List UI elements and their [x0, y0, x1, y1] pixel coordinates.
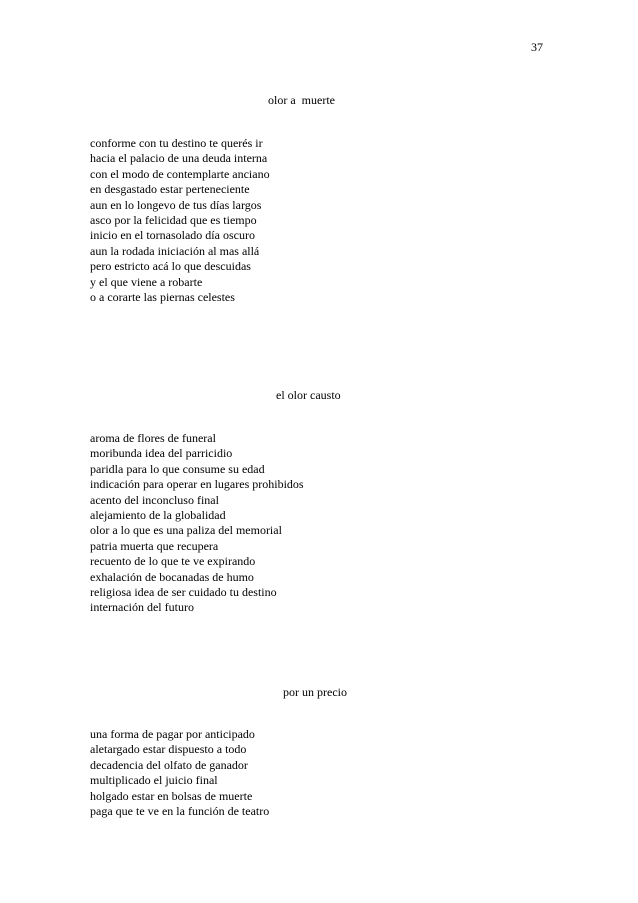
- poem-line: religiosa idea de ser cuidado tu destino: [90, 585, 277, 600]
- poem-line: con el modo de contemplarte anciano: [90, 166, 270, 181]
- poem-line: asco por la felicidad que es tiempo: [90, 213, 257, 228]
- poem-line: o a corarte las piernas celestes: [90, 290, 235, 305]
- poem-line: acento del inconcluso final: [90, 492, 219, 507]
- poem-title: el olor causto: [276, 388, 341, 402]
- poem-stanza: [90, 136, 270, 305]
- poem-line: una forma de pagar por anticipado: [90, 727, 255, 741]
- poem-line: exhalación de bocanadas de humo: [90, 569, 254, 584]
- poem-line: multiplicado el juicio final: [90, 773, 218, 788]
- poem-line: indicación para operar en lugares prohibidos: [90, 477, 304, 492]
- poem-line: aun en lo longevo de tus días largos: [90, 197, 262, 212]
- poem-line: moribunda idea del parricidio: [90, 446, 233, 461]
- poem-line: conforme con tu destino te querés ir: [90, 136, 263, 150]
- poem-line: y el que viene a robarte: [90, 274, 203, 289]
- poem-line: paga que te ve en la función de teatro: [90, 804, 270, 819]
- poem-line: alejamiento de la globalidad: [90, 508, 226, 523]
- poem-line: paridla para lo que consume su edad: [90, 461, 265, 476]
- poem-line: holgado estar en bolsas de muerte: [90, 788, 253, 803]
- poem-stanza: [90, 431, 304, 616]
- poem-line: internación del futuro: [90, 600, 194, 615]
- poem-title: por un precio: [283, 685, 347, 699]
- poem-line: recuento de lo que te ve expirando: [90, 554, 256, 569]
- poem-line: inicio en el tornasolado día oscuro: [90, 228, 255, 243]
- poem-line: decadencia del olfato de ganador: [90, 757, 248, 772]
- poem-line: en desgastado estar perteneciente: [90, 182, 250, 197]
- poem-line: aroma de flores de funeral: [90, 431, 216, 445]
- poem-line: patria muerta que recupera: [90, 538, 219, 553]
- page-number: 37: [531, 40, 543, 54]
- poem-line: hacia el palacio de una deuda interna: [90, 151, 268, 166]
- poem-title: olor a muerte: [268, 93, 335, 107]
- poem-line: aun la rodada iniciación al mas allá: [90, 243, 260, 258]
- poem-line: aletargado estar dispuesto a todo: [90, 742, 247, 757]
- poem-stanza: [90, 727, 269, 819]
- poem-line: pero estricto acá lo que descuidas: [90, 259, 251, 274]
- poem-line: olor a lo que es una paliza del memorial: [90, 523, 282, 538]
